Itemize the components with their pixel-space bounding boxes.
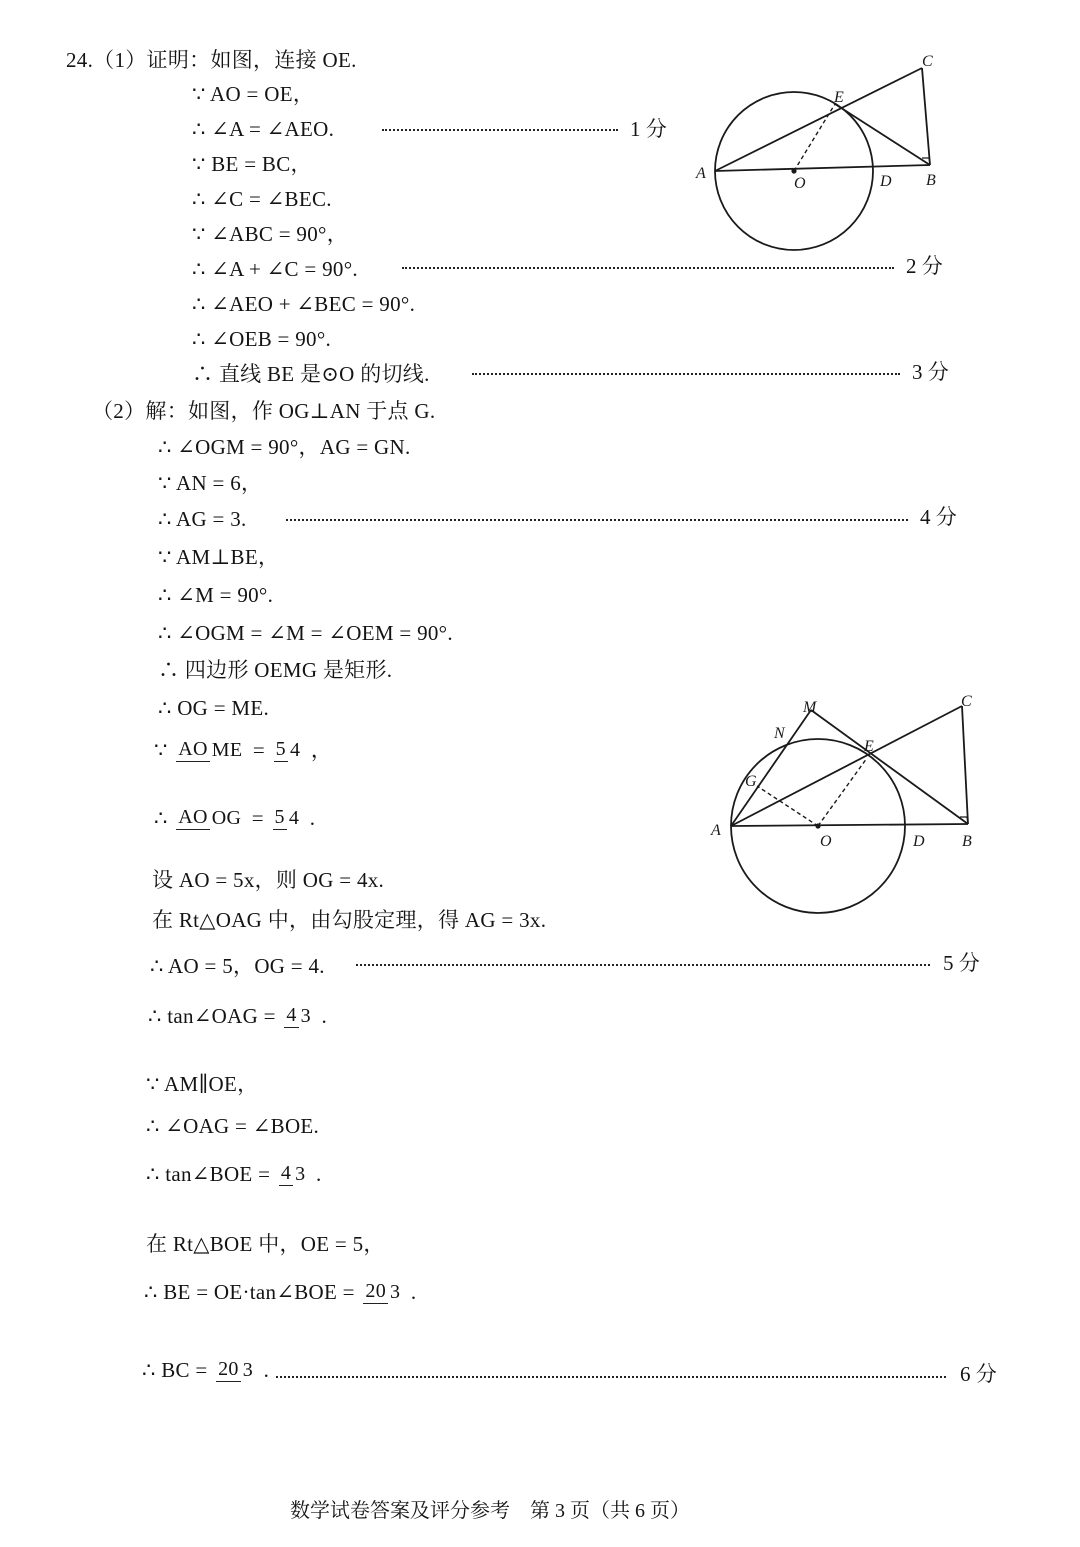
denominator: 3 (295, 1162, 306, 1185)
fraction-4-3 (284, 1004, 313, 1028)
part1-header: 24.（1）证明：如图，连接 OE. (66, 48, 357, 72)
segment-oe-dashed (794, 104, 835, 171)
label-e: E (864, 738, 874, 755)
score-leader-dots (382, 129, 618, 131)
tan-prefix: ∴ tan∠OAG = (148, 1004, 276, 1029)
fraction-5-4 (274, 738, 303, 762)
solution-line: ∴ OG = ME. (158, 696, 270, 720)
fraction-20-3 (363, 1280, 402, 1304)
label-o: O (794, 175, 806, 192)
score-leader-dots (472, 373, 900, 375)
segment-ab (731, 824, 968, 826)
score-leader-dots (402, 267, 894, 269)
denominator: 3 (242, 1358, 254, 1381)
ratio-prefix: ∴ (154, 806, 168, 831)
tan-oag-line (148, 1000, 327, 1030)
segment-ab (715, 165, 930, 171)
proof-line: ∴ ∠C = ∠BEC. (192, 187, 332, 211)
solution-line: ∵ AN = 6， (158, 471, 263, 495)
bc-suffix: . (263, 1358, 270, 1383)
denominator: 4 (289, 738, 301, 761)
numerator: 20 (365, 1280, 386, 1303)
bc-line (142, 1354, 269, 1384)
label-g: G (745, 773, 757, 790)
solution-line: ∴ ∠OGM = 90°，AG = GN. (158, 435, 411, 459)
segment-cb (922, 68, 930, 165)
ratio-line-2 (154, 802, 315, 832)
solution-line: 在 Rt△BOE 中，OE = 5， (146, 1232, 385, 1256)
denominator: 3 (300, 1004, 311, 1027)
be-suffix: . (410, 1280, 417, 1305)
tan-suffix: . (321, 1004, 328, 1029)
tan-suffix: . (316, 1162, 322, 1187)
score-5: 5 分 (943, 951, 980, 975)
solution-line: 在 Rt△OAG 中，由勾股定理，得 AG = 3x. (152, 908, 547, 932)
solution-line: ∵ AM⊥BE， (158, 545, 280, 569)
numerator: AO (178, 738, 208, 761)
denominator: OG (211, 806, 242, 829)
numerator: AO (178, 806, 208, 829)
ratio-suffix: ， (310, 738, 333, 763)
solution-line: ∴ AO = 5，OG = 4. (150, 954, 325, 978)
ratio-line-1 (154, 734, 332, 764)
be-line (144, 1276, 416, 1306)
score-leader-dots (356, 964, 930, 966)
segment-cb (962, 706, 968, 824)
ratio-suffix: . (309, 806, 316, 831)
page-footer: 数学试卷答案及评分参考 第 3 页（共 6 页） (290, 1500, 690, 1522)
segment-am (731, 710, 811, 826)
proof-line: ∴ 直线 BE 是⊙O 的切线. (192, 362, 430, 386)
bc-prefix: ∴ BC = (142, 1358, 208, 1383)
label-b: B (926, 172, 936, 189)
score-leader-dots (286, 519, 908, 521)
proof-line: ∴ ∠A + ∠C = 90°. (192, 257, 358, 281)
label-m: M (803, 699, 817, 716)
numerator: 20 (218, 1358, 239, 1381)
solution-line: 设 AO = 5x，则 OG = 4x. (152, 868, 385, 892)
label-c: C (922, 53, 933, 70)
fraction-20-3 (216, 1358, 255, 1382)
label-n: N (774, 725, 785, 742)
part2-header: （2）解：如图，作 OG⊥AN 于点 G. (92, 399, 436, 423)
segment-eb (835, 104, 930, 165)
tan-prefix: ∴ tan∠BOE = (146, 1162, 271, 1187)
be-prefix: ∴ BE = OE·tan∠BOE = (144, 1280, 355, 1305)
numerator: 4 (280, 1162, 292, 1185)
numerator: 5 (275, 738, 286, 761)
segment-mb (811, 710, 968, 824)
numerator: 5 (274, 806, 285, 829)
solution-line: ∵ AM∥OE， (146, 1072, 259, 1096)
segment-ac (731, 706, 962, 826)
score-4: 4 分 (920, 505, 957, 529)
center-dot (791, 168, 796, 173)
center-dot (815, 823, 820, 828)
proof-line: ∴ ∠OEB = 90°. (192, 327, 332, 351)
proof-line: ∴ ∠AEO + ∠BEC = 90°. (192, 292, 416, 316)
equals: = (251, 806, 264, 831)
proof-line: ∵ AO = OE， (192, 82, 315, 106)
solution-line: ∴ ∠OAG = ∠BOE. (146, 1114, 320, 1138)
denominator: 3 (390, 1280, 401, 1303)
score-2: 2 分 (906, 254, 943, 278)
label-a: A (711, 822, 721, 839)
label-b: B (962, 833, 972, 850)
fraction-ao-og (176, 806, 243, 830)
score-1: 1 分 (630, 117, 667, 141)
label-d: D (880, 173, 892, 190)
solution-line: ∴ ∠M = 90°. (158, 583, 274, 607)
label-e: E (834, 89, 844, 106)
proof-line: ∵ BE = BC， (192, 152, 312, 176)
score-leader-dots (276, 1376, 946, 1378)
fraction-5-4 (273, 806, 302, 830)
denominator: ME (211, 738, 243, 761)
score-6: 6 分 (960, 1362, 997, 1386)
label-a: A (696, 165, 706, 182)
segment-og-dashed (757, 786, 818, 826)
score-3: 3 分 (912, 360, 949, 384)
denominator: 4 (288, 806, 300, 829)
label-c: C (961, 693, 972, 710)
proof-line: ∴ ∠A = ∠AEO. (192, 117, 335, 141)
proof-line: ∵ ∠ABC = 90°， (192, 222, 349, 246)
equals: = (252, 738, 266, 763)
figure-1 (690, 48, 970, 258)
tan-boe-line (146, 1158, 322, 1188)
ratio-prefix: ∵ (154, 738, 168, 763)
numerator: 4 (286, 1004, 297, 1027)
fraction-4-3 (279, 1162, 308, 1186)
label-d: D (913, 833, 925, 850)
fraction-ao-me (176, 738, 244, 762)
figure-2 (705, 690, 995, 930)
solution-line: ∴ ∠OGM = ∠M = ∠OEM = 90°. (158, 621, 453, 645)
solution-line: ∴ AG = 3. (158, 507, 247, 531)
label-o: O (820, 833, 832, 850)
segment-ac (715, 68, 922, 171)
solution-line: ∴ 四边形 OEMG 是矩形. (158, 658, 393, 682)
